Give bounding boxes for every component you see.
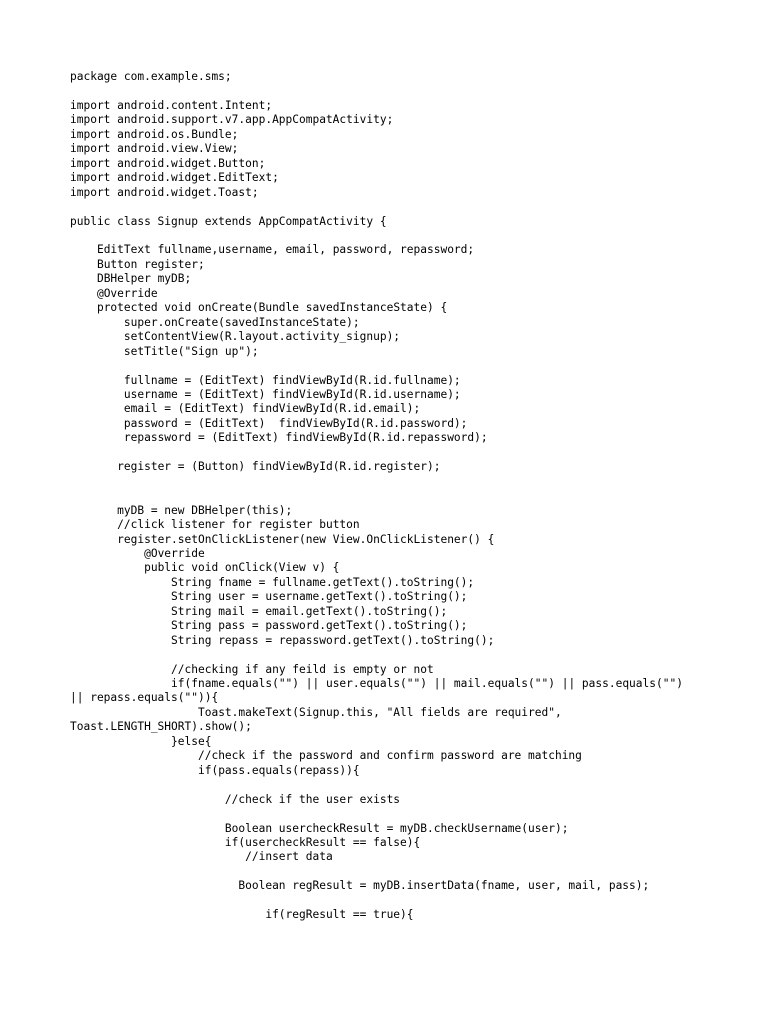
code-line: public void onClick(View v) { [70, 561, 340, 575]
code-line: String fname = fullname.getText().toString(); [70, 575, 475, 589]
code-line [70, 446, 698, 460]
code-line: myDB = new DBHelper(this); [70, 503, 293, 517]
code-line: Boolean usercheckResult = myDB.checkUsername(user); [70, 821, 569, 835]
code-line [70, 648, 698, 662]
code-line: import android.widget.EditText; [70, 171, 279, 185]
code-line: String user = username.getText().toString(); [70, 590, 468, 604]
code-line: }else{ [70, 734, 212, 748]
code-line: register.setOnClickListener(new View.OnClickListener() { [70, 532, 495, 546]
code-line [70, 200, 698, 214]
code-line: String mail = email.getText().toString(); [70, 604, 448, 618]
code-line: protected void onCreate(Bundle savedInstanceState) { [70, 301, 448, 315]
code-line: String pass = password.getText().toString(); [70, 619, 468, 633]
code-line: email = (EditText) findViewById(R.id.email); [70, 402, 421, 416]
code-line: fullname = (EditText) findViewById(R.id.fullname); [70, 373, 461, 387]
code-line [70, 894, 698, 908]
code-line [70, 359, 698, 373]
code-line: username = (EditText) findViewById(R.id.username); [70, 387, 461, 401]
code-line: import android.os.Bundle; [70, 127, 239, 141]
code-line: Toast.makeText(Signup.this, "All fields are required", Toast.LENGTH_SHORT).show(); [70, 705, 569, 734]
code-line: import android.view.View; [70, 142, 239, 156]
code-line: if(regResult == true){ [70, 908, 414, 922]
code-line: import android.support.v7.app.AppCompatActivity; [70, 113, 394, 127]
code-line: package com.example.sms; [70, 70, 232, 83]
code-line: import android.widget.Toast; [70, 185, 259, 199]
code-line: setContentView(R.layout.activity_signup); [70, 330, 401, 344]
code-line: EditText fullname,username, email, password, repassword; [70, 243, 475, 257]
code-line: import android.content.Intent; [70, 98, 273, 112]
code-line [70, 84, 698, 98]
code-line: password = (EditText) findViewById(R.id.password); [70, 416, 468, 430]
code-line [70, 229, 698, 243]
code-line: //insert data [70, 850, 333, 864]
code-line: Boolean regResult = myDB.insertData(fname, user, mail, pass); [70, 879, 650, 893]
code-line: @Override [70, 546, 205, 560]
code-line: DBHelper myDB; [70, 272, 192, 286]
code-line: super.onCreate(savedInstanceState); [70, 315, 360, 329]
code-line: setTitle("Sign up"); [70, 344, 259, 358]
code-line [70, 778, 698, 792]
code-line [70, 489, 698, 503]
code-listing [70, 70, 698, 923]
code-line: //check if the password and confirm password are matching [70, 749, 582, 763]
code-line: if(pass.equals(repass)){ [70, 763, 360, 777]
code-line: @Override [70, 286, 158, 300]
code-line [70, 865, 698, 879]
code-line: public class Signup extends AppCompatActivity { [70, 214, 387, 228]
code-line: //click listener for register button [70, 518, 360, 532]
code-line: register = (Button) findViewById(R.id.register); [70, 460, 441, 474]
code-line: repassword = (EditText) findViewById(R.id.repassword); [70, 431, 488, 445]
code-line: String repass = repassword.getText().toString(); [70, 633, 495, 647]
code-line: Button register; [70, 257, 205, 271]
code-line: //checking if any feild is empty or not [70, 662, 434, 676]
code-line: if(usercheckResult == false){ [70, 836, 421, 850]
code-line: //check if the user exists [70, 792, 401, 806]
code-line [70, 807, 698, 821]
code-line [70, 475, 698, 489]
code-line: if(fname.equals("") || user.equals("") || mail.equals("") || pass.equals("") || repass.equals("")){ [70, 677, 690, 705]
code-line: import android.widget.Button; [70, 156, 266, 170]
